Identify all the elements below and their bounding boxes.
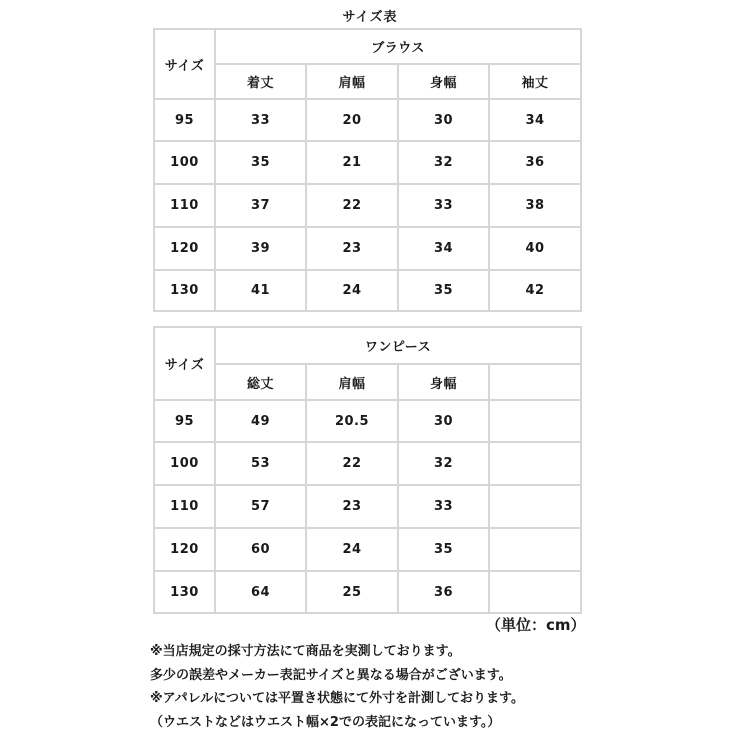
table-cell: 35 [215,141,306,184]
size-cell: 130 [154,571,215,613]
size-cell: 130 [154,270,215,311]
table-cell: 20.5 [306,400,398,442]
table-cell: 49 [215,400,306,442]
category-header: ワンピース [215,327,581,364]
table-cell: 22 [306,442,398,485]
table-row [154,99,581,141]
table-cell: 33 [398,184,489,227]
table-cell [489,442,581,485]
unit-label: （単位：cm） [486,616,586,634]
table-row [154,227,581,270]
note-line: ※アパレルについては平置き状態にて外寸を計測しております。 [150,691,524,706]
size-header: サイズ [154,29,215,99]
table-cell: 20 [306,99,398,141]
blouse-size-table [153,28,582,312]
table-row [154,571,581,613]
table-cell: 57 [215,485,306,528]
table-row [154,141,581,184]
size-cell: 100 [154,442,215,485]
table-row [154,270,581,311]
column-header: 肩幅 [306,364,398,400]
size-header: サイズ [154,327,215,400]
table-cell: 25 [306,571,398,613]
size-cell: 120 [154,227,215,270]
table-cell: 35 [398,528,489,571]
table-cell [489,571,581,613]
table-cell: 32 [398,141,489,184]
table-cell: 21 [306,141,398,184]
table-row [154,400,581,442]
table-cell: 38 [489,184,581,227]
table-cell: 53 [215,442,306,485]
table-row [154,442,581,485]
table-cell: 41 [215,270,306,311]
column-header: 着丈 [215,64,306,99]
table-cell: 30 [398,99,489,141]
category-header: ブラウス [215,29,581,64]
table-cell: 23 [306,227,398,270]
table-cell [489,400,581,442]
table-cell: 42 [489,270,581,311]
table-cell: 24 [306,270,398,311]
column-header: 身幅 [398,364,489,400]
table-cell: 36 [489,141,581,184]
size-cell: 100 [154,141,215,184]
table-cell: 40 [489,227,581,270]
column-header: 袖丈 [489,64,581,99]
note-line: （ウエストなどはウエスト幅×2での表記になっています。） [150,714,501,730]
table-cell: 36 [398,571,489,613]
size-cell: 110 [154,184,215,227]
page-title: サイズ表 [342,10,398,25]
table-cell: 39 [215,227,306,270]
table-row [154,528,581,571]
table-cell: 33 [215,99,306,141]
column-header: 総丈 [215,364,306,400]
table-cell: 24 [306,528,398,571]
table-cell: 32 [398,442,489,485]
table-cell: 33 [398,485,489,528]
table-cell: 60 [215,528,306,571]
table-cell: 34 [398,227,489,270]
table-cell: 22 [306,184,398,227]
note-line: ※当店規定の採寸方法にて商品を実測しております。 [150,644,461,659]
table-cell [489,528,581,571]
notes [150,640,730,734]
table-cell: 23 [306,485,398,528]
size-cell: 120 [154,528,215,571]
table-cell: 34 [489,99,581,141]
table-cell [489,485,581,528]
column-header [489,364,581,400]
table-cell: 64 [215,571,306,613]
note-line: 多少の誤差やメーカー表記サイズと異なる場合がございます。 [150,667,512,683]
table-cell: 30 [398,400,489,442]
size-cell: 95 [154,400,215,442]
onepiece-size-table [153,326,582,614]
table-cell: 35 [398,270,489,311]
size-cell: 110 [154,485,215,528]
column-header: 肩幅 [306,64,398,99]
table-cell: 37 [215,184,306,227]
column-header: 身幅 [398,64,489,99]
size-cell: 95 [154,99,215,141]
table-row [154,184,581,227]
table-row [154,485,581,528]
